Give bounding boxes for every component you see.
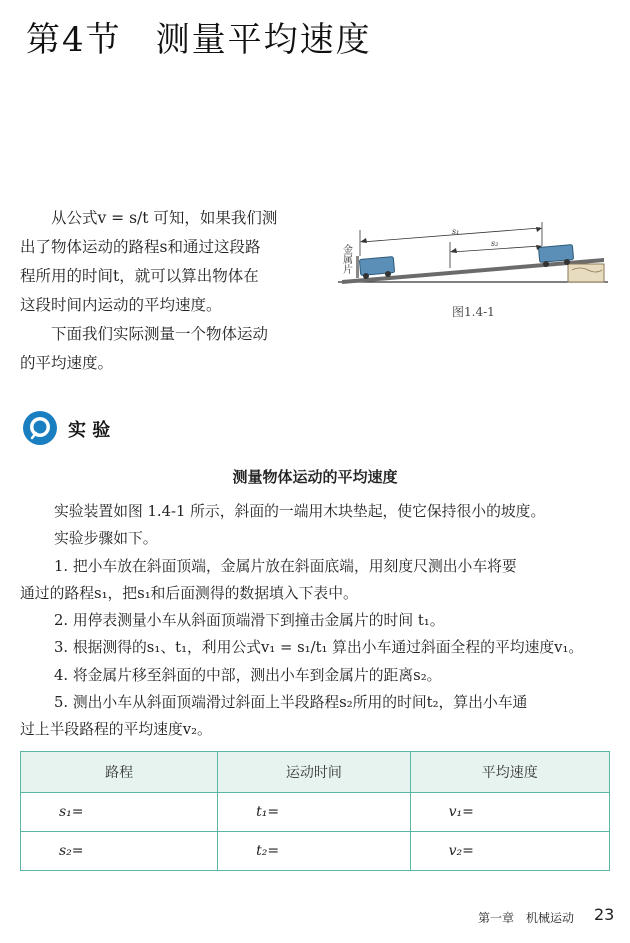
experiment-title: 测量物体运动的平均速度	[232, 468, 398, 486]
table-header: 路程	[21, 752, 218, 793]
intro-line: 下面我们实际测量一个物体运动	[51, 325, 269, 343]
s1-arrow	[362, 228, 540, 242]
measurement-table	[20, 751, 610, 871]
page-number: 23	[594, 905, 615, 924]
table-cell: v₂=	[410, 832, 609, 871]
metal-plate	[356, 256, 359, 278]
experiment-steps	[20, 498, 615, 744]
table-header-row	[21, 752, 610, 793]
table-cell: s₂=	[21, 832, 218, 871]
footer-chapter: 第一章 机械运动	[478, 911, 575, 925]
table-cell: t₁=	[218, 793, 410, 832]
step-line: 通过的路程s₁，把s₁和后面测得的数据填入下表中。	[20, 584, 358, 602]
section-number: 第4节	[26, 20, 122, 60]
intro-line: 的平均速度。	[20, 354, 114, 372]
table-row	[21, 793, 610, 832]
intro-line: 程所用的时间t，就可以算出物体在	[20, 267, 259, 285]
experiment-icon	[22, 410, 58, 446]
table-header: 运动时间	[218, 752, 410, 793]
table-row	[21, 832, 610, 871]
experiment-heading: 实 验	[68, 420, 111, 441]
s1-label: s₁	[452, 227, 460, 236]
step-line: 4. 将金属片移至斜面的中部，测出小车到金属片的距离s₂。	[54, 666, 442, 684]
wood-block	[568, 264, 604, 282]
incline-figure	[336, 206, 610, 306]
figure-caption: 图1.4-1	[452, 305, 495, 319]
intro-text	[20, 204, 310, 378]
table-cell: s₁=	[21, 793, 218, 832]
step-line: 实验装置如图 1.4-1 所示，斜面的一端用木块垫起，使它保持很小的坡度。	[54, 503, 546, 520]
step-line: 5. 测出小车从斜面顶端滑过斜面上半段路程s₂所用的时间t₂，算出小车通	[54, 694, 528, 712]
table-cell: v₁=	[410, 793, 609, 832]
page-title	[26, 12, 372, 61]
step-line: 过上半段路程的平均速度v₂。	[20, 721, 212, 739]
intro-line: 出了物体运动的路程s和通过这段路	[20, 238, 261, 256]
step-line: 3. 根据测得的s₁、t₁，利用公式v₁ = s₁/t₁ 算出小车通过斜面全程的平均速度v₁。	[54, 639, 584, 657]
table-cell: t₂=	[218, 832, 410, 871]
metal-label: 金属片	[340, 244, 352, 274]
intro-line: 这段时间内运动的平均速度。	[20, 296, 222, 314]
cart-bottom	[359, 257, 394, 279]
step-line: 2. 用停表测量小车从斜面顶端滑下到撞击金属片的时间 t₁。	[54, 612, 445, 630]
section-title: 测量平均速度	[155, 20, 372, 60]
step-line: 实验步骤如下。	[54, 530, 158, 548]
intro-line: 从公式v = s/t 可知，如果我们测	[51, 209, 278, 227]
table-header: 平均速度	[410, 752, 609, 793]
step-line: 1. 把小车放在斜面顶端，金属片放在斜面底端，用刻度尺测出小车将要	[54, 557, 517, 575]
s2-label: s₂	[491, 239, 499, 248]
